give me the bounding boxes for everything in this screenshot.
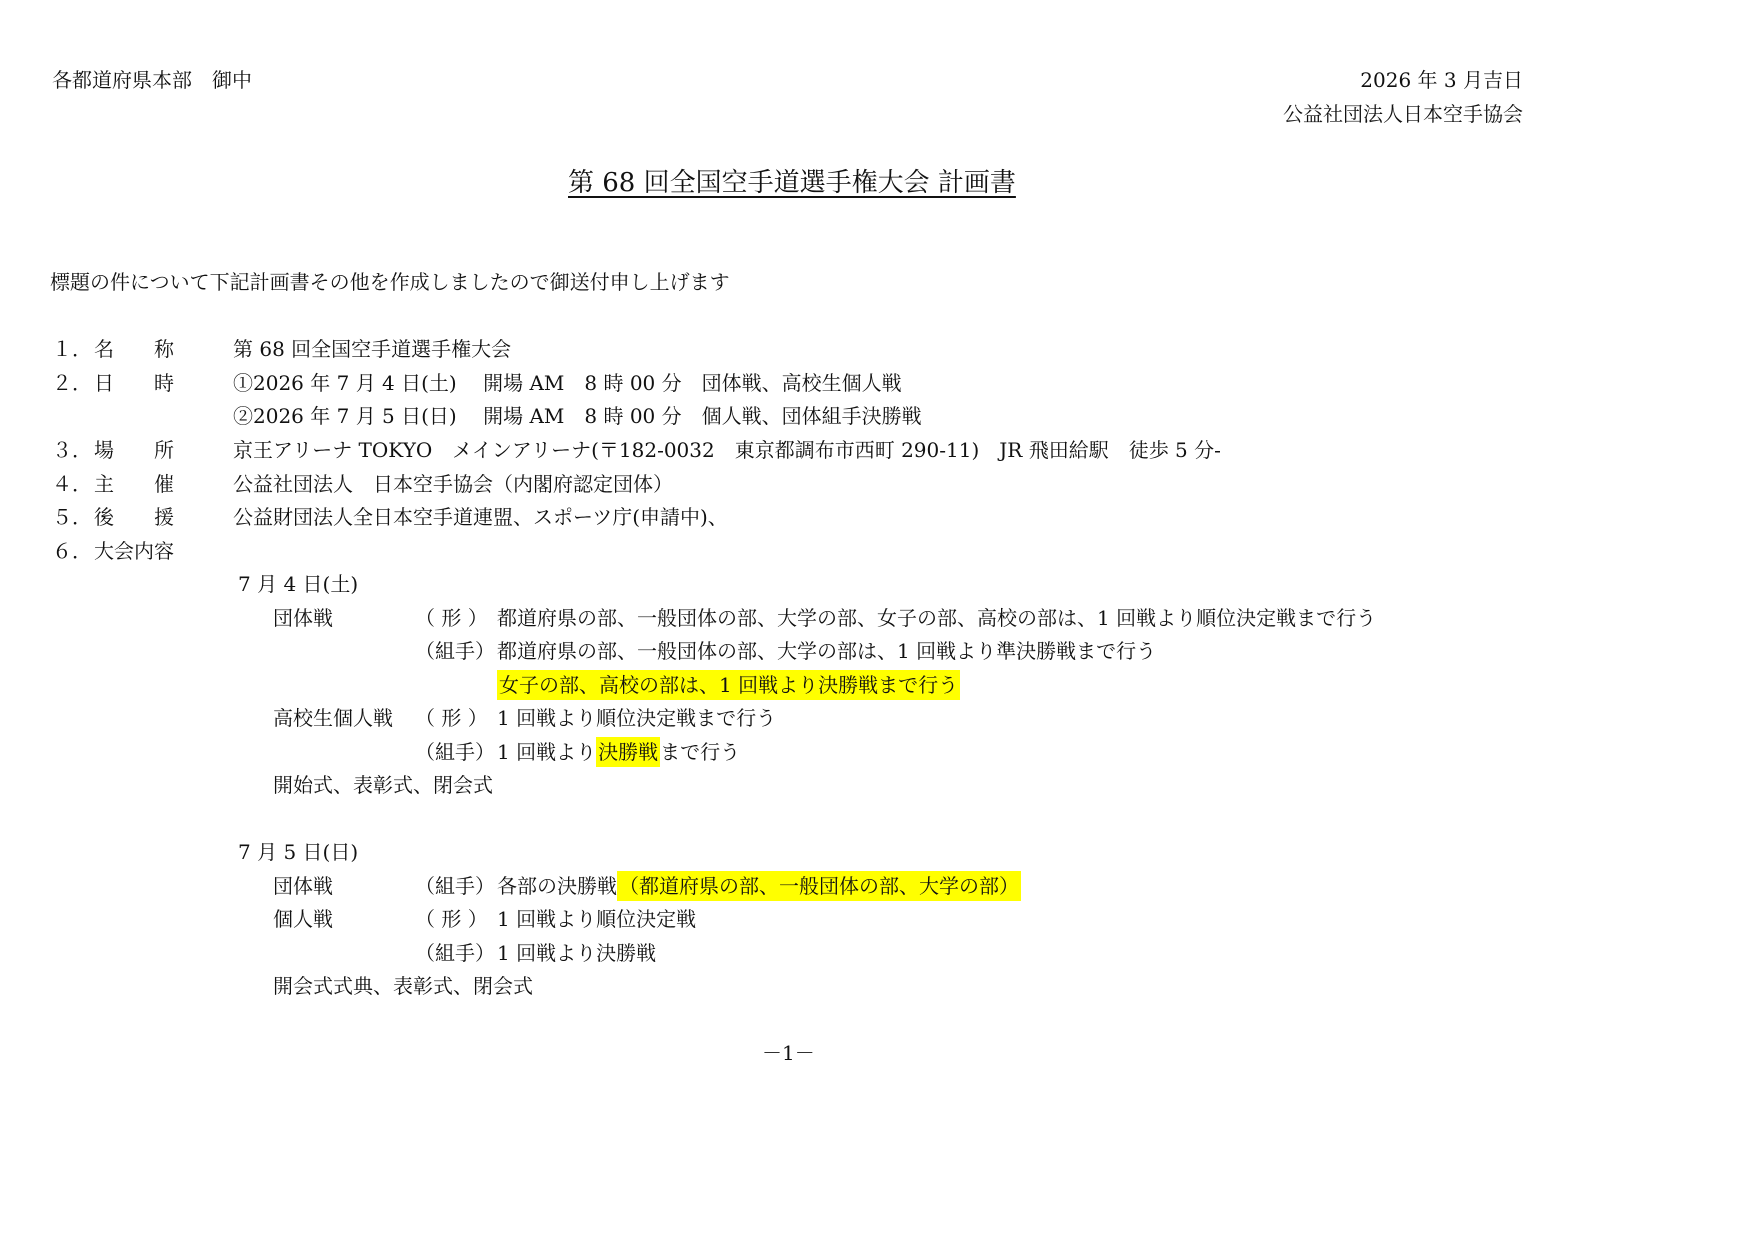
sender-organization: 公益社団法人日本空手協会: [1283, 102, 1523, 126]
day2-team-kumite-text: [497, 876, 1021, 896]
highlighted-text: 女子の部、高校の部は、1 回戦より決勝戦まで行う: [497, 670, 960, 700]
item-name-label: [52, 339, 224, 359]
item-name-value: 第 68 回全国空手道選手権大会: [233, 337, 512, 361]
item-label: 名 称: [94, 337, 174, 361]
item-venue-value: 京王アリーナ TOKYO メインアリーナ(〒182-0032 東京都調布市西町 290‐11) JR 飛田給駅 徒歩 5 分‐: [233, 438, 1221, 462]
item-label: 後 援: [94, 505, 174, 529]
day1-hs-kumite-tag: （組手）: [415, 740, 495, 764]
intro-text: 標題の件について下記計画書その他を作成しましたので御送付申し上げます: [50, 270, 730, 294]
item-number: ４．: [52, 472, 92, 496]
item-datetime-label: [52, 373, 224, 393]
text-segment: まで行う: [660, 740, 741, 764]
day2-team-label: 団体戦: [273, 874, 333, 898]
page-number: －1－: [762, 1041, 815, 1065]
day1-team-kata-tag: （ 形 ）: [415, 606, 488, 630]
item-label: 主 催: [94, 472, 174, 496]
text-segment: 1 回戦より: [497, 740, 597, 764]
item-datetime-value-1: ①2026 年 7 月 4 日(土) 開場 AM 8 時 00 分 団体戦、高校生個人戦: [233, 371, 902, 395]
highlighted-text: （都道府県の部、一般団体の部、大学の部）: [617, 871, 1021, 901]
day2-ind-label: 個人戦: [273, 907, 333, 931]
day1-hs-kumite-text: [497, 742, 740, 762]
item-number: ６．: [52, 539, 92, 563]
item-label: 大会内容: [94, 539, 174, 563]
day1-hs-label: 高校生個人戦: [273, 706, 393, 730]
day2-team-kumite-tag: （組手）: [415, 874, 495, 898]
item-label: 場 所: [94, 438, 174, 462]
item-support-value: 公益財団法人全日本空手道連盟、スポーツ庁(申請中)、: [233, 505, 728, 529]
day1-hs-kata-tag: （ 形 ）: [415, 706, 488, 730]
day1-team-label: 団体戦: [273, 606, 333, 630]
day1-team-kumite-tag: （組手）: [415, 639, 495, 663]
item-venue-label: [52, 440, 224, 460]
item-content-label: [52, 541, 224, 561]
day1-team-kata-text: 都道府県の部、一般団体の部、大学の部、女子の部、高校の部は、1 回戦より順位決定戦まで行う: [497, 606, 1377, 630]
day2-ind-kumite-tag: （組手）: [415, 941, 495, 965]
document-title: 第 68 回全国空手道選手権大会 計画書: [568, 168, 1016, 198]
item-number: １．: [52, 337, 92, 361]
day2-ceremony: 開会式式典、表彰式、閉会式: [273, 974, 533, 998]
day2-ind-kumite-text: 1 回戦より決勝戦: [497, 941, 657, 965]
document-date: 2026 年 3 月吉日: [1360, 68, 1523, 92]
recipient: 各都道府県本部 御中: [52, 68, 252, 92]
day2-ind-kata-tag: （ 形 ）: [415, 907, 488, 931]
day1-hs-kata-text: 1 回戦より順位決定戦まで行う: [497, 706, 777, 730]
day2-ind-kata-text: 1 回戦より順位決定戦: [497, 907, 697, 931]
day1-date: 7 月 4 日(土): [238, 572, 359, 596]
item-number: ３．: [52, 438, 92, 462]
item-organizer-label: [52, 474, 224, 494]
day1-team-kumite-highlight: [497, 675, 960, 695]
item-label: 日 時: [94, 371, 174, 395]
highlighted-text: 決勝戦: [596, 737, 660, 767]
item-support-label: [52, 507, 224, 527]
item-number: ２．: [52, 371, 92, 395]
day1-team-kumite-text: 都道府県の部、一般団体の部、大学の部は、1 回戦より準決勝戦まで行う: [497, 639, 1157, 663]
item-datetime-value-2: ②2026 年 7 月 5 日(日) 開場 AM 8 時 00 分 個人戦、団体組手決勝戦: [233, 404, 922, 428]
day2-date: 7 月 5 日(日): [238, 840, 359, 864]
item-number: ５．: [52, 505, 92, 529]
text-segment: 各部の決勝戦: [497, 874, 617, 898]
item-organizer-value: 公益社団法人 日本空手協会（内閣府認定団体）: [233, 472, 673, 496]
day1-ceremony: 開始式、表彰式、閉会式: [273, 773, 493, 797]
